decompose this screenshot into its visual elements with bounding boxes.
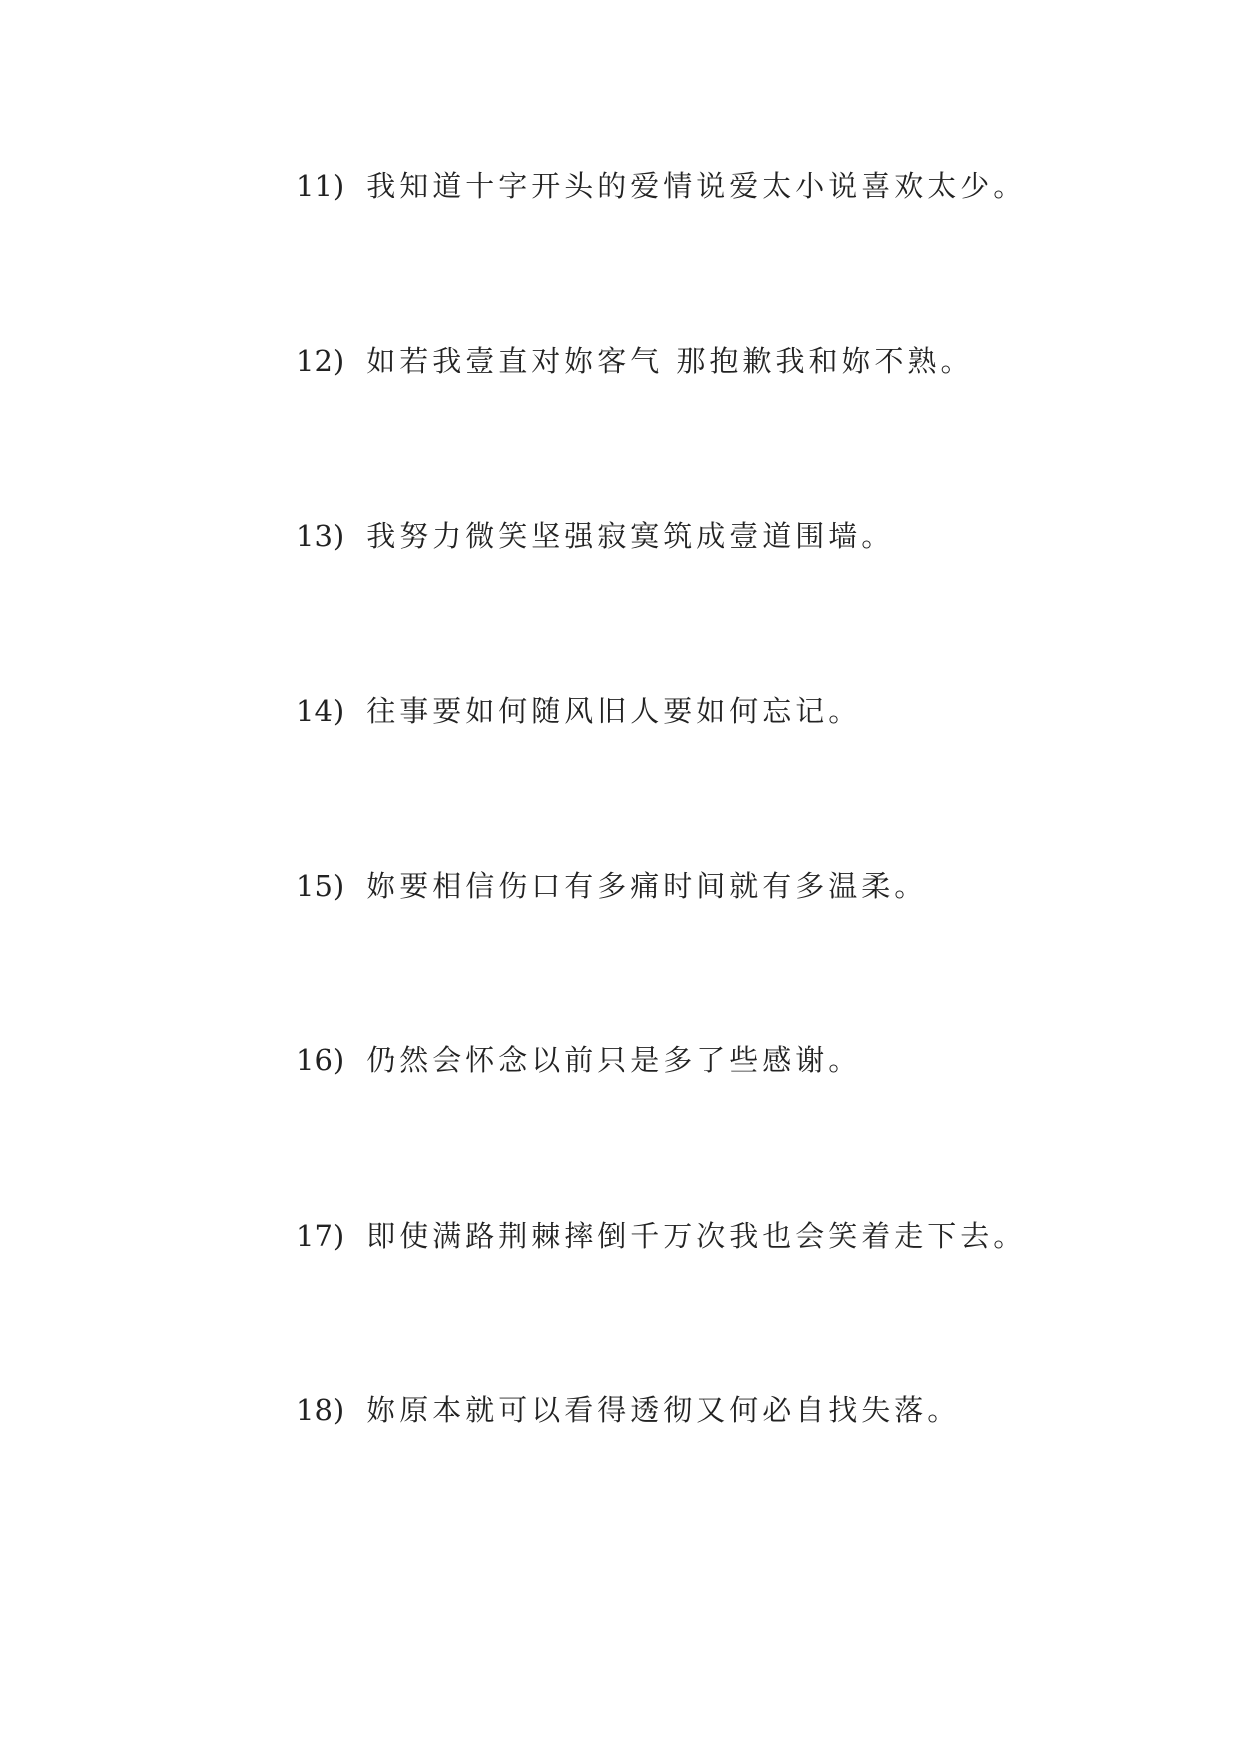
item-number: 16) [296, 1043, 345, 1077]
list-item [296, 691, 861, 731]
item-number: 12) [296, 344, 345, 378]
item-number: 11) [296, 169, 345, 203]
list-item [296, 1216, 1026, 1256]
item-number: 18) [296, 1393, 345, 1427]
item-text: 我努力微笑坚强寂寞筑成壹道围墙。 [366, 519, 895, 553]
item-text: 我知道十字开头的爱情说爱太小说喜欢太少。 [366, 169, 1027, 203]
list-item [296, 341, 973, 381]
list-item [296, 866, 927, 906]
item-text: 仍然会怀念以前只是多了些感谢。 [366, 1043, 862, 1077]
item-number: 17) [296, 1219, 345, 1253]
item-text: 妳要相信伤口有多痛时间就有多温柔。 [366, 869, 928, 903]
item-number: 15) [296, 869, 345, 903]
list-item [296, 1040, 861, 1080]
item-text: 往事要如何随风旧人要如何忘记。 [366, 694, 862, 728]
list-item [296, 166, 1026, 206]
item-text: 妳原本就可以看得透彻又何必自找失落。 [366, 1393, 961, 1427]
item-number: 14) [296, 694, 345, 728]
item-text: 如若我壹直对妳客气 那抱歉我和妳不熟。 [366, 344, 974, 378]
list-item [296, 1390, 960, 1430]
item-number: 13) [296, 519, 345, 553]
item-text: 即使满路荆棘摔倒千万次我也会笑着走下去。 [366, 1219, 1027, 1253]
list-item [296, 516, 894, 556]
